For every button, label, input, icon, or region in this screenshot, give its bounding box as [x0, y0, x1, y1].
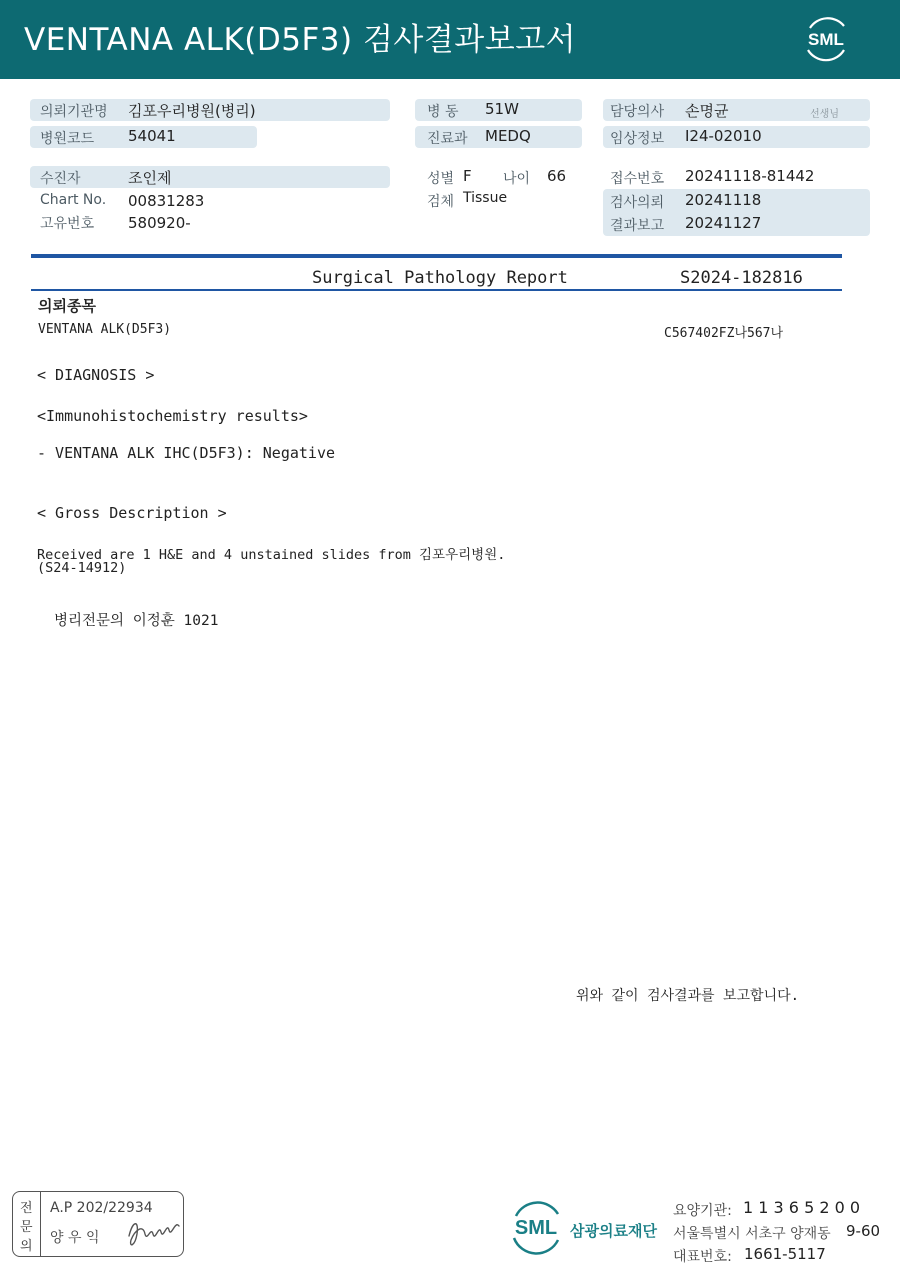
header-logo-text: SML: [808, 30, 844, 49]
ihc-heading: <Immunohistochemistry results>: [37, 407, 308, 425]
pathologist-signature: 병리전문의 이정훈 1021: [54, 613, 219, 629]
ihc-result: - VENTANA ALK IHC(D5F3): Negative: [37, 444, 336, 462]
ward-label: 병 동: [427, 104, 459, 120]
specimen-value: Tissue: [463, 190, 508, 206]
chart-value: 00831283: [128, 192, 205, 210]
clinical-label: 임상정보: [610, 131, 665, 147]
footer-logo-text: SML: [514, 1217, 558, 1239]
id-value: 580920-: [128, 214, 191, 232]
specimen-label: 검체: [427, 194, 455, 210]
gross-heading: < Gross Description >: [37, 504, 227, 522]
stamp-side-char-2: 문: [20, 1220, 33, 1235]
request-label: 검사의뢰: [610, 195, 665, 211]
section-divider: [31, 254, 842, 258]
sml-footer-logo-icon: [508, 1196, 564, 1256]
ward-value: 51W: [485, 100, 519, 118]
report-date-value: 20241127: [685, 214, 762, 232]
request-code: C567402FZ나567나: [664, 326, 784, 341]
report-title: VENTANA ALK(D5F3) 검사결과보고서: [24, 22, 577, 58]
phone-label: 대표번호:: [673, 1249, 732, 1265]
stamp-name: 양 우 익: [50, 1230, 100, 1246]
gross-line-2: (S24-14912): [37, 560, 127, 576]
receipt-value: 20241118-81442: [685, 167, 815, 185]
institution-label: 의뢰기관명: [40, 104, 108, 120]
gross-line-1: Received are 1 H&E and 4 unstained slides from 김포우리병원.: [37, 547, 506, 563]
clinical-value: I24-02010: [685, 127, 762, 145]
facility-number: 1 1 3 6 5 2 0 0: [743, 1198, 861, 1217]
handwritten-signature: [123, 1206, 183, 1250]
dept-value: MEDQ: [485, 127, 531, 145]
age-label: 나이: [503, 171, 531, 187]
request-value: 20241118: [685, 191, 762, 209]
report-header: [0, 0, 900, 79]
pathologist-stamp: [12, 1191, 184, 1257]
address-number: 9-60: [846, 1222, 881, 1240]
stamp-side-char-1: 전: [20, 1201, 33, 1216]
heading-underline: [31, 289, 842, 291]
report-date-label: 결과보고: [610, 218, 665, 234]
facility-label: 요양기관:: [673, 1203, 732, 1219]
report-heading: Surgical Pathology Report: [312, 268, 568, 288]
doctor-label: 담당의사: [610, 104, 665, 120]
doctor-value: 손명균: [685, 102, 729, 120]
sex-value: F: [463, 167, 472, 185]
request-item-label: 의뢰종목: [38, 297, 96, 315]
dept-label: 진료과: [427, 131, 468, 147]
receipt-label: 접수번호: [610, 171, 665, 187]
institution-value: 김포우리병원(병리): [128, 102, 256, 120]
sml-logo-icon: [800, 12, 852, 64]
hospital-code-value: 54041: [128, 127, 176, 145]
doctor-suffix: 선생님: [810, 109, 839, 120]
diagnosis-heading: < DIAGNOSIS >: [37, 366, 155, 384]
sex-label: 성별: [427, 171, 455, 187]
stamp-side-label: [13, 1192, 41, 1256]
id-label: 고유번호: [40, 216, 95, 232]
stamp-side-char-3: 의: [20, 1239, 33, 1254]
age-value: 66: [547, 167, 567, 185]
chart-label: Chart No.: [40, 192, 107, 208]
phone-number: 1661-5117: [744, 1245, 826, 1263]
patient-value: 조인제: [128, 169, 172, 187]
stamp-license: A.P 202/22934: [50, 1200, 153, 1216]
address: 서울특별시 서초구 양재동: [673, 1226, 831, 1242]
foundation-name: 삼광의료재단: [570, 1222, 657, 1240]
request-item: VENTANA ALK(D5F3): [38, 322, 172, 337]
report-number: S2024-182816: [680, 268, 803, 288]
patient-row: [30, 166, 390, 188]
patient-label: 수진자: [40, 171, 81, 187]
closing-statement: 위와 같이 검사결과를 보고합니다.: [576, 988, 800, 1004]
hospital-code-label: 병원코드: [40, 131, 95, 147]
